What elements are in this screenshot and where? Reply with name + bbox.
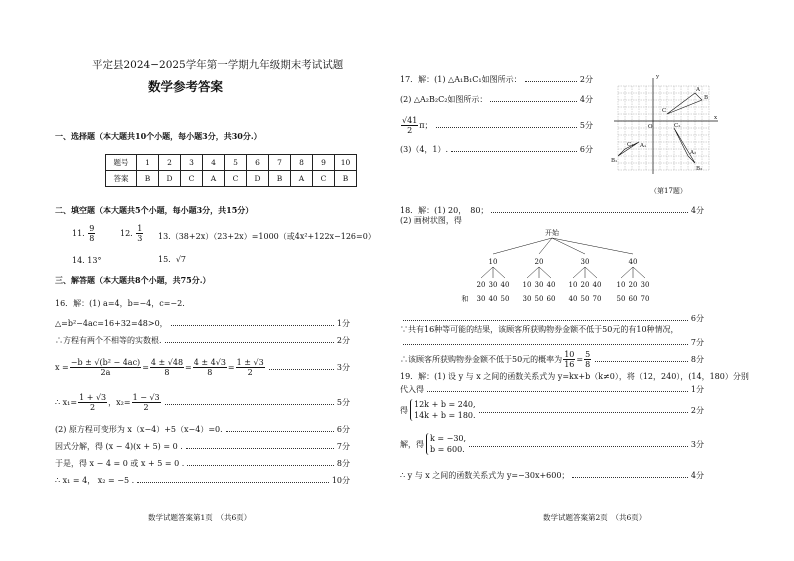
- q17-part3: [400, 144, 593, 155]
- table-cell: B: [137, 171, 159, 187]
- q16-part2-split: [55, 458, 350, 469]
- label-a1: A₁: [640, 143, 647, 149]
- label-b: B: [704, 95, 709, 101]
- q18-part1: [400, 205, 704, 216]
- denominator: 2: [407, 126, 413, 135]
- table-cell: 2: [159, 155, 181, 171]
- table-cell: 5: [225, 155, 247, 171]
- score: 6分: [690, 314, 704, 323]
- tree-diagram: [457, 226, 650, 306]
- score: 2分: [336, 336, 350, 345]
- tree-sum: 40: [568, 295, 578, 303]
- denominator: 2: [143, 403, 149, 412]
- score: 2分: [690, 405, 704, 415]
- score: 1分: [336, 319, 350, 328]
- fraction: [584, 350, 591, 369]
- denominator: 8: [164, 368, 170, 377]
- numerator: −b ± √(b² − 4ac): [70, 358, 141, 367]
- step-text: 得: [400, 405, 408, 415]
- figure-caption: （第17题）: [650, 187, 687, 195]
- choice-answer-table: [105, 154, 357, 187]
- step-text: 18．解：(1) 20， 80；: [400, 206, 489, 215]
- label-c: C: [662, 108, 667, 114]
- table-cell: C: [225, 171, 247, 187]
- step-text: (3)（4，1）.: [400, 145, 449, 154]
- fraction: [78, 393, 107, 412]
- table-cell: 9: [313, 155, 335, 171]
- numerator: 4 ± 4√3: [193, 358, 226, 367]
- question-number: 15.: [158, 255, 171, 264]
- denominator: 2: [90, 403, 96, 412]
- tree-leaf: 10: [568, 281, 578, 289]
- sqrt-value: √7: [175, 255, 187, 264]
- tree-sum: 30: [476, 295, 486, 303]
- answer-subtitle: 数学参考答案: [148, 79, 224, 94]
- question-number: 12.: [120, 229, 133, 238]
- q16-part2-roots: [55, 475, 350, 486]
- tree-leaf: 30: [488, 281, 498, 289]
- q16-formula: x = $\frac{\text{−b ± √(b² − 4ac)}}{2a}$ = $\frac{4 \pm √48}{8}$ = $\frac{4 \pm 4√3}{8}$ = $\frac{1 \pm √3}{2}$ 3分: [55, 358, 350, 377]
- tree-sum: 60: [628, 295, 638, 303]
- numerator: 4 ± √48: [150, 358, 184, 367]
- table-cell: A: [291, 171, 313, 187]
- score: 4分: [690, 206, 704, 215]
- score: 6分: [336, 425, 350, 434]
- q18-outcomes-score: [400, 337, 704, 348]
- score: 10分: [331, 476, 350, 485]
- table-cell: 1: [137, 155, 159, 171]
- step-text: ∴ x₁ = 4， x₂ = −5 .: [55, 476, 135, 485]
- section-fill-heading: 二、填空题（本大题共5个小题，每小题3分，共15分）: [55, 205, 254, 215]
- denominator: 3: [137, 234, 143, 243]
- q18-probability: ∴该顾客所获购物券金额不低于50元的概率为 $\frac{10}{16}$ = $\frac{5}{8}$ 8分: [400, 350, 704, 369]
- q19-solution: [400, 433, 704, 455]
- score: 3分: [690, 439, 704, 449]
- step-text: △=b²−4ac=16+32=48>0，: [55, 319, 168, 328]
- tree-node: 40: [628, 258, 638, 266]
- numerator: 5: [585, 350, 591, 359]
- fill-answer-15: [158, 255, 186, 264]
- label-b1: B₁: [611, 158, 618, 164]
- fraction: [193, 358, 227, 377]
- step-text: ∴ y 与 x 之间的函数关系式为 y=−30x+600；: [400, 471, 570, 480]
- label-a: A: [696, 87, 700, 93]
- numerator: 9: [89, 224, 95, 233]
- fraction: [236, 358, 265, 377]
- table-cell: D: [159, 171, 181, 187]
- tree-sum: 40: [488, 295, 498, 303]
- question-number: 11.: [72, 229, 85, 238]
- q17-part2: [400, 94, 593, 105]
- table-row-numbers: [106, 155, 357, 171]
- table-cell: 6: [247, 155, 269, 171]
- score: 3分: [336, 363, 350, 372]
- tree-sum: 30: [522, 295, 532, 303]
- label-c2: C₂: [674, 123, 681, 129]
- fraction: [88, 224, 95, 243]
- numerator: 1 + √3: [79, 393, 107, 402]
- section-choice-heading: 一、选择题（本大题共10个小题，每小题3分，共30分.）: [55, 131, 262, 141]
- step-text: ∴ x₁=: [55, 398, 78, 407]
- denominator: 8: [89, 234, 95, 243]
- tree-leaf: 30: [640, 281, 650, 289]
- triangle-abc: [667, 93, 702, 114]
- fraction: [70, 358, 141, 377]
- q19-substitute: [400, 384, 704, 395]
- step-text: 因式分解，得 (x − 4)(x + 5) = 0 .: [55, 442, 183, 451]
- q18-tree-score: [400, 313, 704, 324]
- sum-label: 和: [461, 295, 469, 303]
- table-cell: C: [181, 171, 203, 187]
- table-cell: 8: [291, 155, 313, 171]
- step-text: 解，得: [400, 439, 424, 449]
- score: 2分: [579, 75, 593, 84]
- q17-coordinate-figure: [610, 70, 728, 178]
- exam-title: 平定县2024−2025学年第一学期九年级期末考试试题: [92, 59, 344, 71]
- tree-sum: 70: [592, 295, 602, 303]
- table-cell: 10: [335, 155, 357, 171]
- equation: k = −30,: [430, 434, 467, 443]
- tree-leaf: 10: [522, 281, 532, 289]
- step-text: ∴方程有两个不相等的实数根.: [55, 336, 162, 345]
- tree-sum: 50: [534, 295, 544, 303]
- table-row-answers: [106, 171, 357, 187]
- score: 5分: [579, 121, 593, 130]
- table-cell: A: [203, 171, 225, 187]
- score: 7分: [336, 442, 350, 451]
- tree-leaf: 20: [628, 281, 638, 289]
- step-text: (2) 原方程可变形为 x（x−4）+5（x−4）=0.: [55, 425, 223, 434]
- denominator: 16: [564, 360, 575, 369]
- score: 8分: [336, 459, 350, 468]
- step-text: 于是，得 x − 4 = 0 或 x + 5 = 0 .: [55, 459, 185, 468]
- table-cell: 4: [203, 155, 225, 171]
- denominator: 8: [207, 368, 213, 377]
- equation: b = 600.: [430, 445, 465, 454]
- tree-node: 20: [534, 258, 544, 266]
- table-cell: B: [269, 171, 291, 187]
- q17-part1: [400, 74, 593, 85]
- score: 4分: [690, 471, 704, 480]
- q19-setup: 19．解：(1) 设 y 与 x 之间的函数关系式为 y=kx+b（k≠0），将（12，240），(14，180）分别: [400, 372, 749, 381]
- tree-sum: 50: [580, 295, 590, 303]
- label-b2: B₂: [696, 166, 703, 172]
- label-c1: C₁: [627, 142, 634, 148]
- section-solve-heading: 三、解答题（本大题共8个小题，共75分.）: [55, 275, 211, 285]
- numerator: √41: [402, 116, 418, 125]
- answer-page-2: [397, 0, 794, 561]
- denominator: 2: [247, 368, 253, 377]
- fill-answer-14: 14. 13°: [72, 256, 102, 265]
- score: 5分: [336, 398, 350, 407]
- step-text: x =: [55, 363, 69, 372]
- equation: 14k + b = 180.: [414, 411, 476, 420]
- tree-node: 30: [580, 258, 590, 266]
- q19-system: [400, 399, 704, 421]
- q16-part2-transform: [55, 424, 350, 435]
- fraction: [136, 224, 143, 243]
- q18-part2-intro: (2) 画树状图，得: [400, 216, 462, 225]
- label-a2: A₂: [690, 150, 697, 156]
- step-text: 代入得: [400, 385, 424, 394]
- triangle-a2b2c2: [674, 128, 695, 163]
- tree-sum: 70: [640, 295, 650, 303]
- tree-leaf: 40: [546, 281, 556, 289]
- fraction: [401, 116, 418, 135]
- numerator: 1: [137, 224, 143, 233]
- equation-system: [410, 399, 476, 421]
- tree-root: 开始: [545, 229, 559, 237]
- score: 1分: [690, 385, 704, 394]
- tree-leaf: 40: [500, 281, 510, 289]
- tree-sum: 60: [546, 295, 556, 303]
- fraction: [132, 393, 161, 412]
- score: 4分: [579, 95, 593, 104]
- numerator: 10: [564, 350, 575, 359]
- equation: 12k + b = 240,: [414, 400, 476, 409]
- fraction: [150, 358, 184, 377]
- fill-answer-12: [120, 224, 144, 243]
- score: 8分: [690, 355, 704, 364]
- page-footer: 数学试题答案第2页 （共6页）: [543, 513, 647, 522]
- numerator: 1 − √3: [132, 393, 160, 402]
- table-cell: D: [247, 171, 269, 187]
- tree-leaf: 40: [592, 281, 602, 289]
- table-cell: C: [313, 171, 335, 187]
- tree-leaf: 20: [580, 281, 590, 289]
- q17-arc-length: [400, 116, 593, 135]
- q16-discriminant: [55, 318, 350, 329]
- q16-conclusion: [55, 335, 350, 346]
- label-x: x: [714, 115, 718, 121]
- q16-roots: [55, 393, 350, 412]
- step-text: π；: [419, 121, 433, 130]
- table-cell: 7: [269, 155, 291, 171]
- tree-sum: 50: [500, 295, 510, 303]
- numerator: 1 ± √3: [236, 358, 264, 367]
- tree-leaf: 20: [476, 281, 486, 289]
- denominator: 2a: [100, 368, 111, 377]
- tree-sum: 50: [616, 295, 626, 303]
- equation-system: [426, 433, 466, 455]
- fill-answer-13: 13.（38+2x）（23+2x）=1000（或4x²+122x−126=0）: [158, 232, 376, 241]
- table-header-label: 题号: [106, 155, 137, 171]
- q19-result: [400, 470, 704, 481]
- q18-outcomes: ∵共有16种等可能的结果，该顾客所获购物券金额不低于50元的有10种情况，: [400, 325, 679, 334]
- tree-leaf: 10: [616, 281, 626, 289]
- table-cell: 3: [181, 155, 203, 171]
- step-text: 17．解：(1) △A₁B₁C₁如图所示：: [400, 75, 522, 84]
- tree-leaf: 30: [534, 281, 544, 289]
- step-text: ∴该顾客所获购物券金额不低于50元的概率为: [400, 355, 563, 364]
- denominator: 8: [585, 360, 591, 369]
- fill-answer-11: [72, 224, 96, 243]
- step-text: (2) △A₂B₂C₂如图所示：: [400, 95, 488, 104]
- table-cell: B: [335, 171, 357, 187]
- table-answer-label: 答案: [106, 171, 137, 187]
- q16-given: 16．解：(1) a=4，b=−4，c=−2.: [55, 299, 185, 308]
- fraction: [563, 350, 575, 369]
- score: 7分: [690, 338, 704, 347]
- step-text: ，x₂=: [108, 398, 131, 407]
- q16-part2-factor: [55, 441, 350, 452]
- page-footer: 数学试题答案第1页 （共6页）: [148, 513, 252, 522]
- label-o: O: [648, 124, 653, 130]
- tree-node: 10: [488, 258, 498, 266]
- score: 6分: [579, 145, 593, 154]
- label-y: y: [656, 74, 660, 80]
